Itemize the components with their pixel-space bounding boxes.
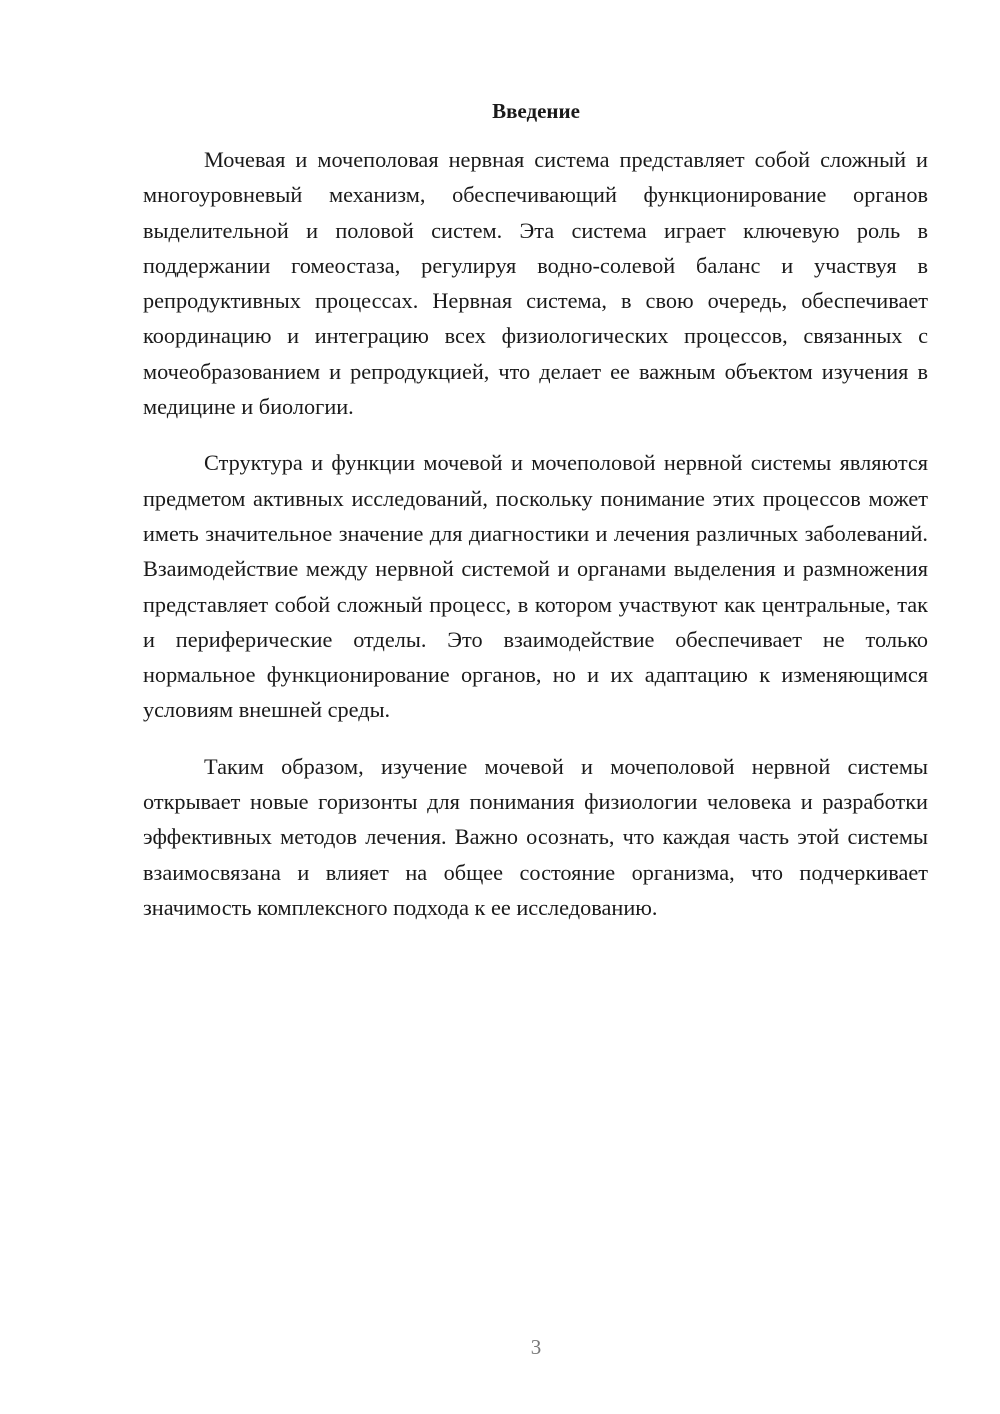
body-text — [143, 142, 928, 946]
paragraph-2: Структура и функции мочевой и мочеполовой нервной системы являются предметом активных исследований, поскольку понимание этих процессов может иметь значительное значение для диагностики и лечения различных заболеваний. Взаимодействие между нервной системой и органами выделения и размножения представляет собой сложный процесс, в котором участвуют как центральные, так и периферические отделы. Это взаимодействие обеспечивает не только нормальное функционирование органов, но и их адаптацию к изменяющимся условиям внешней среды. — [143, 450, 928, 723]
paragraph-3: Таким образом, изучение мочевой и мочеполовой нервной системы открывает новые горизонты для понимания физиологии человека и разработки эффективных методов лечения. Важно осознать, что каждая часть этой системы взаимосвязана и влияет на общее состояние организма, что подчеркивает значимость комплексного подхода к ее исследованию. — [143, 753, 928, 920]
paragraph-1: Мочевая и мочеполовая нервная система представляет собой сложный и многоуровневый механизм, обеспечивающий функционирование органов выделительной и половой систем. Эта система играет ключевую роль в поддержании гомеостаза, регулируя водно-солевой баланс и участвуя в репродуктивных процессах. Нервная система, в свою очередь, обеспечивает координацию и интеграцию всех физиологических процессов, связанных с мочеобразованием и репродукцией, что делает ее важным объектом изучения в медицине и биологии. — [143, 147, 928, 420]
page-number: 3 — [530, 1335, 542, 1359]
section-heading: Введение — [492, 99, 580, 123]
